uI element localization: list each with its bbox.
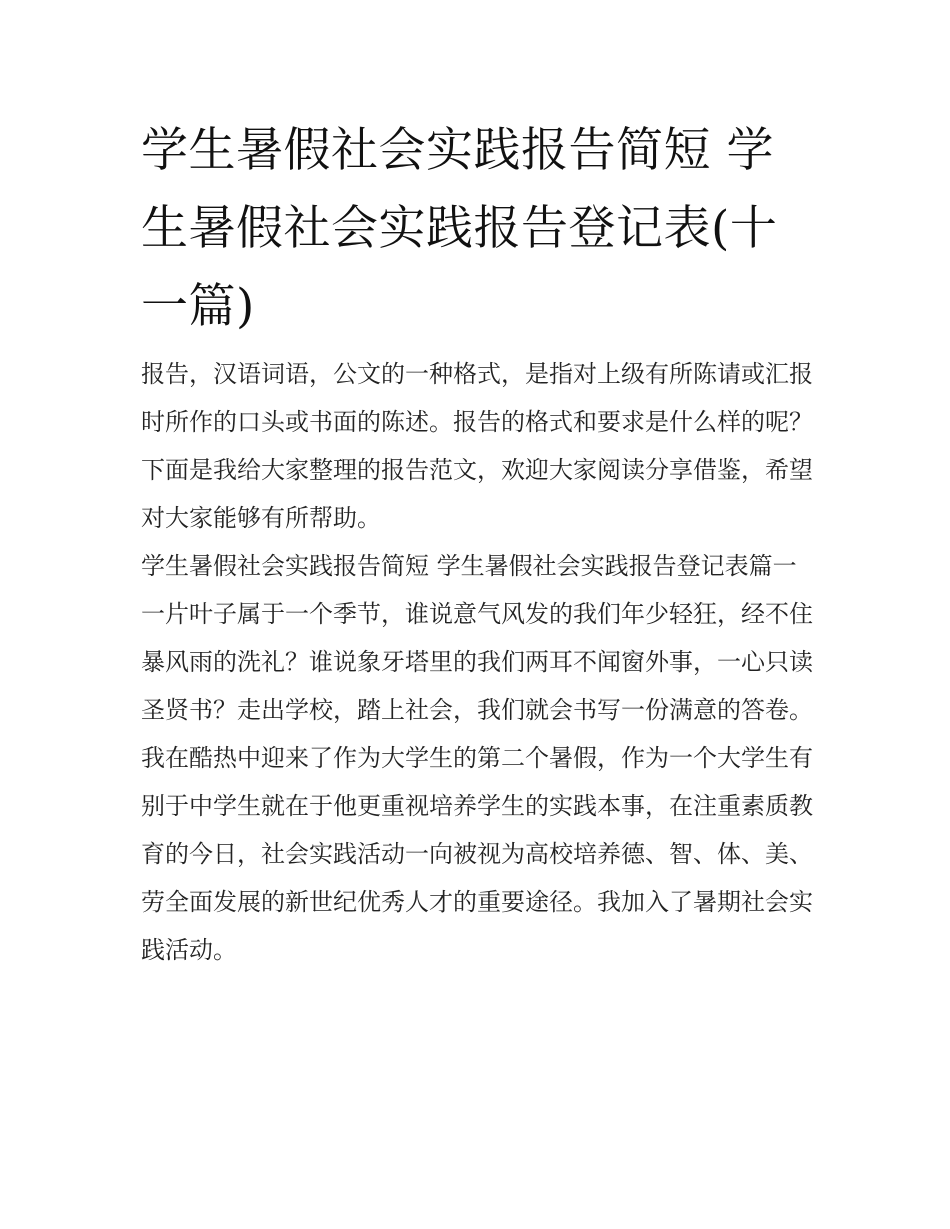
page-title: 学生暑假社会实践报告简短 学生暑假社会实践报告登记表(十一篇) <box>141 123 778 334</box>
document-body <box>141 112 813 974</box>
section-heading: 学生暑假社会实践报告简短 学生暑假社会实践报告登记表篇一 <box>141 552 797 580</box>
intro-paragraph: 报告，汉语词语，公文的一种格式，是指对上级有所陈请或汇报时所作的口头或书面的陈述。报告的格式和要求是什么样的呢？下面是我给大家整理的报告范文，欢迎大家阅读分享借鉴，希望对大家能够有所帮助。 <box>141 360 813 532</box>
body-paragraph: 一片叶子属于一个季节，谁说意气风发的我们年少轻狂，经不住暴风雨的洗礼？谁说象牙塔里的我们两耳不闻窗外事，一心只读圣贤书？走出学校，踏上社会，我们就会书写一份满意的答卷。 <box>141 600 813 724</box>
body-paragraph: 我在酷热中迎来了作为大学生的第二个暑假，作为一个大学生有别于中学生就在于他更重视培养学生的实践本事，在注重素质教育的今日，社会实践活动一向被视为高校培养德、智、体、美、劳全面发展的新世纪优秀人才的重要途径。我加入了暑期社会实践活动。 <box>141 744 813 964</box>
